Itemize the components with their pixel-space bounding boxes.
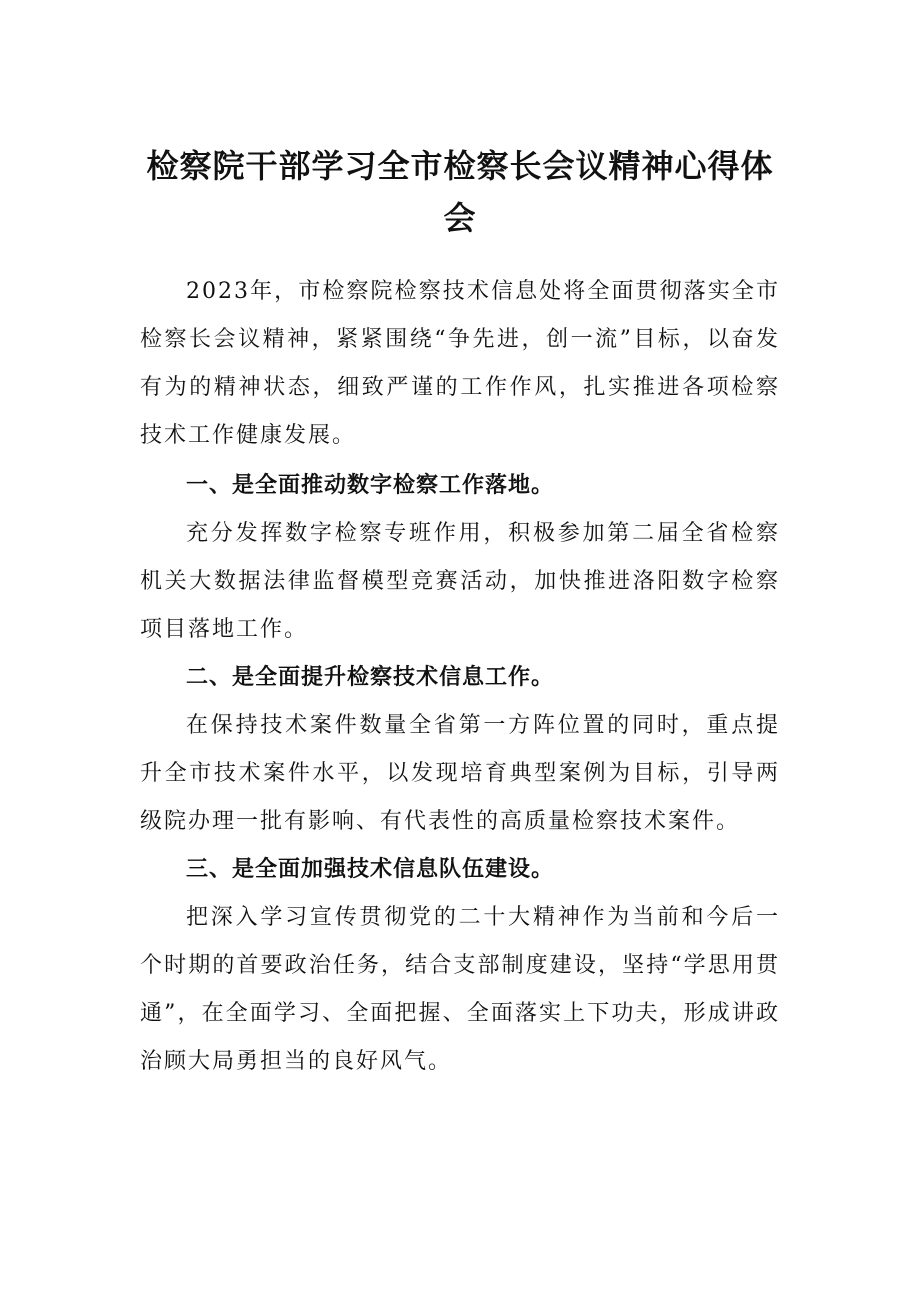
section-3-heading: 三、是全面加强技术信息队伍建设。 (186, 857, 555, 882)
intro-paragraph: 2023年，市检察院检察技术信息处将全面贯彻落实全市检察长会议精神，紧紧围绕“争先进，创一流”目标，以奋发有为的精神状态，细致严谨的工作作风，扎实推进各项检察技术工作健康发展。 (140, 279, 780, 448)
section-2-paragraph: 在保持技术案件数量全省第一方阵位置的同时，重点提升全市技术案件水平，以发现培育典型案例为目标，引导两级院办理一批有影响、有代表性的高质量检察技术案件。 (140, 713, 780, 834)
section-1-paragraph: 充分发挥数字检察专班作用，积极参加第二届全省检察机关大数据法律监督模型竞赛活动，加快推进洛阳数字检察项目落地工作。 (140, 521, 780, 642)
document-title: 检察院干部学习全市检察长会议精神心得体会 (146, 147, 774, 237)
section-3-paragraph: 把深入学习宣传贯彻党的二十大精神作为当前和今后一个时期的首要政治任务，结合支部制度建设，坚持“学思用贯通”，在全面学习、全面把握、全面落实上下功夫，形成讲政治顾大局勇担当的良好风气。 (140, 905, 780, 1074)
section-2-heading: 二、是全面提升检察技术信息工作。 (186, 665, 555, 690)
section-1-heading: 一、是全面推动数字检察工作落地。 (186, 473, 555, 498)
